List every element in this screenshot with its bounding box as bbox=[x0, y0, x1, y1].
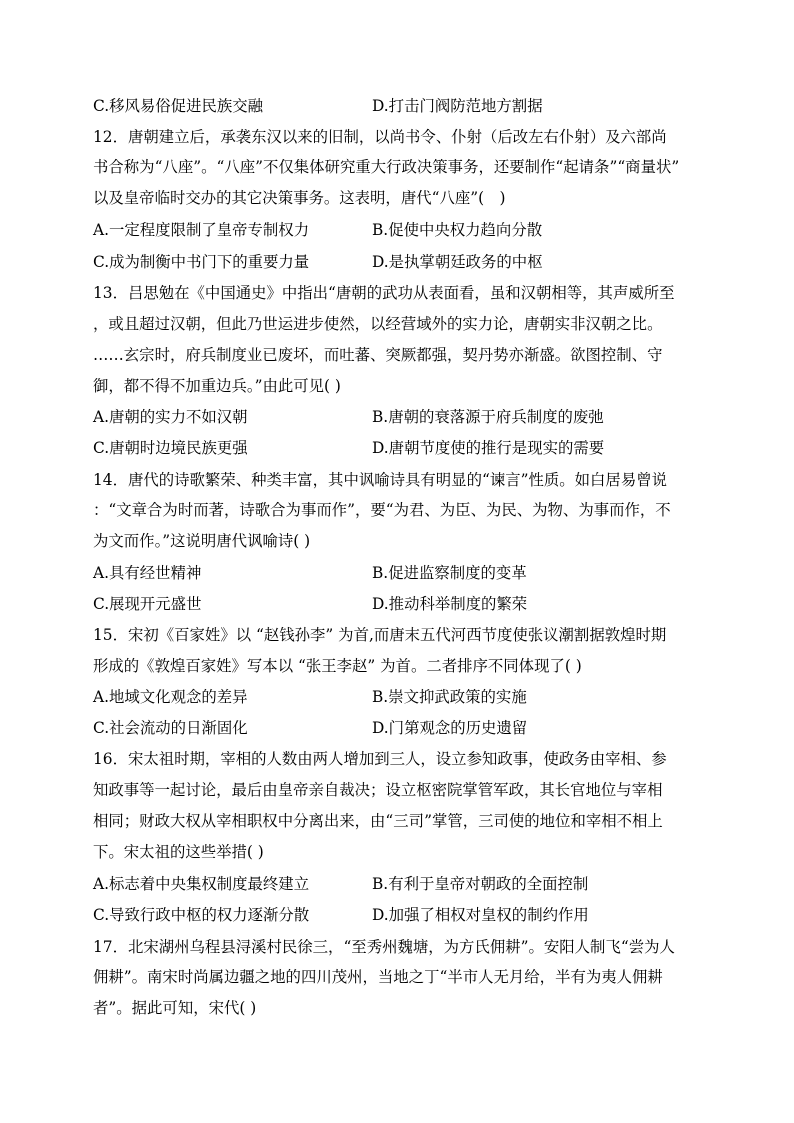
q13-stem-line-2: ，或且超过汉朝，但此乃世运进步使然，以经营域外的实力论，唐朝实非汉朝之比。 bbox=[93, 315, 663, 333]
q16-option-d[interactable]: D.加强了相权对皇权的制约作用 bbox=[372, 906, 589, 924]
q16-stem-line-3: 相同；财政大权从宰相职权中分离出来，由“三司”掌管，三司使的地位和宰相不相上 bbox=[93, 812, 663, 830]
q14-option-c[interactable]: C.展现开元盛世 bbox=[93, 595, 202, 613]
q17-stem-line-1: 17．北宋湖州乌程县浔溪村民徐三，“至秀州魏塘，为方氏佣耕”。安阳人制飞“尝为人 bbox=[93, 938, 675, 956]
q14-option-a[interactable]: A.具有经世精神 bbox=[93, 564, 202, 582]
q13-option-c[interactable]: C.唐朝时边境民族更强 bbox=[93, 439, 248, 457]
q15-option-d[interactable]: D.门第观念的历史遗留 bbox=[372, 719, 528, 737]
q13-stem-line-3: ……玄宗时，府兵制度业已废坏，而吐蕃、突厥都强，契丹势亦渐盛。欲图控制、守 bbox=[93, 346, 663, 364]
q14-stem-line-2: ：“文章合为时而著，诗歌合为事而作”，要“为君、为臣、为民、为物、为事而作，不 bbox=[93, 501, 671, 519]
q16-option-a[interactable]: A.标志着中央集权制度最终建立 bbox=[93, 875, 310, 893]
q14-stem-line-1: 14．唐代的诗歌繁荣、种类丰富，其中讽喻诗具有明显的“谏言”性质。如白居易曾说 bbox=[93, 471, 667, 489]
q16-stem-line-4: 下。宋太祖的这些举措( ) bbox=[93, 843, 264, 861]
q16-option-c[interactable]: C.导致行政中枢的权力逐渐分散 bbox=[93, 906, 310, 924]
q14-option-d[interactable]: D.推动科举制度的繁荣 bbox=[372, 595, 528, 613]
q13-stem-line-4: 御，都不得不加重边兵。”由此可见( ) bbox=[93, 377, 341, 395]
q13-option-a[interactable]: A.唐朝的实力不如汉朝 bbox=[93, 408, 248, 426]
q16-option-b[interactable]: B.有利于皇帝对朝政的全面控制 bbox=[372, 875, 589, 893]
q12-stem-line-1: 12．唐朝建立后，承袭东汉以来的旧制，以尚书令、仆射（后改左右仆射）及六部尚 bbox=[93, 128, 667, 146]
q16-stem-line-1: 16．宋太祖时期，宰相的人数由两人增加到三人，设立参知政事，使政务由宰相、参 bbox=[93, 750, 667, 768]
q13-option-b[interactable]: B.唐朝的衰落源于府兵制度的废弛 bbox=[372, 408, 604, 426]
q11-option-c[interactable]: C.移风易俗促进民族交融 bbox=[93, 97, 264, 115]
q14-option-b[interactable]: B.促进监察制度的变革 bbox=[372, 564, 527, 582]
q15-option-b[interactable]: B.崇文抑武政策的实施 bbox=[372, 688, 527, 706]
q12-option-d[interactable]: D.是执掌朝廷政务的中枢 bbox=[372, 253, 543, 271]
q15-option-a[interactable]: A.地域文化观念的差异 bbox=[93, 688, 248, 706]
q13-option-d[interactable]: D.唐朝节度使的推行是现实的需要 bbox=[372, 439, 605, 457]
q12-stem-line-3: 以及皇帝临时交办的其它决策事务。这表明，唐代“八座”( ) bbox=[93, 189, 506, 207]
q16-stem-line-2: 知政事等一起讨论，最后由皇帝亲自裁决；设立枢密院掌管军政，其长官地位与宰相 bbox=[93, 781, 663, 799]
q12-option-a[interactable]: A.一定程度限制了皇帝专制权力 bbox=[93, 221, 310, 239]
q12-option-b[interactable]: B.促使中央权力趋向分散 bbox=[372, 221, 543, 239]
q17-stem-line-2: 佣耕”。南宋时尚属边疆之地的四川茂州，当地之丁“半市人无月给，半有为夷人佣耕 bbox=[93, 968, 663, 986]
q15-option-c[interactable]: C.社会流动的日渐固化 bbox=[93, 719, 248, 737]
q15-stem-line-2: 形成的《敦煌百家姓》写本以 “张王李赵” 为首。二者排序不同体现了( ) bbox=[93, 657, 582, 675]
q11-option-d[interactable]: D.打击门阀防范地方割据 bbox=[372, 97, 543, 115]
q13-stem-line-1: 13．吕思勉在《中国通史》中指出“唐朝的武功从表面看，虽和汉朝相等，其声威所至 bbox=[93, 284, 675, 302]
q12-option-c[interactable]: C.成为制衡中书门下的重要力量 bbox=[93, 253, 310, 271]
q14-stem-line-3: 为文而作。”这说明唐代讽喻诗( ) bbox=[93, 532, 311, 550]
q15-stem-line-1: 15．宋初《百家姓》以 “赵钱孙李” 为首,而唐末五代河西节度使张议潮割据敦煌时期 bbox=[93, 626, 667, 644]
q12-stem-line-2: 书合称为“八座”。“八座”不仅集体研究重大行政决策事务，还要制作“起请条”“商量状” bbox=[93, 158, 680, 176]
q17-stem-line-3: 者”。据此可知，宋代( ) bbox=[93, 999, 257, 1017]
